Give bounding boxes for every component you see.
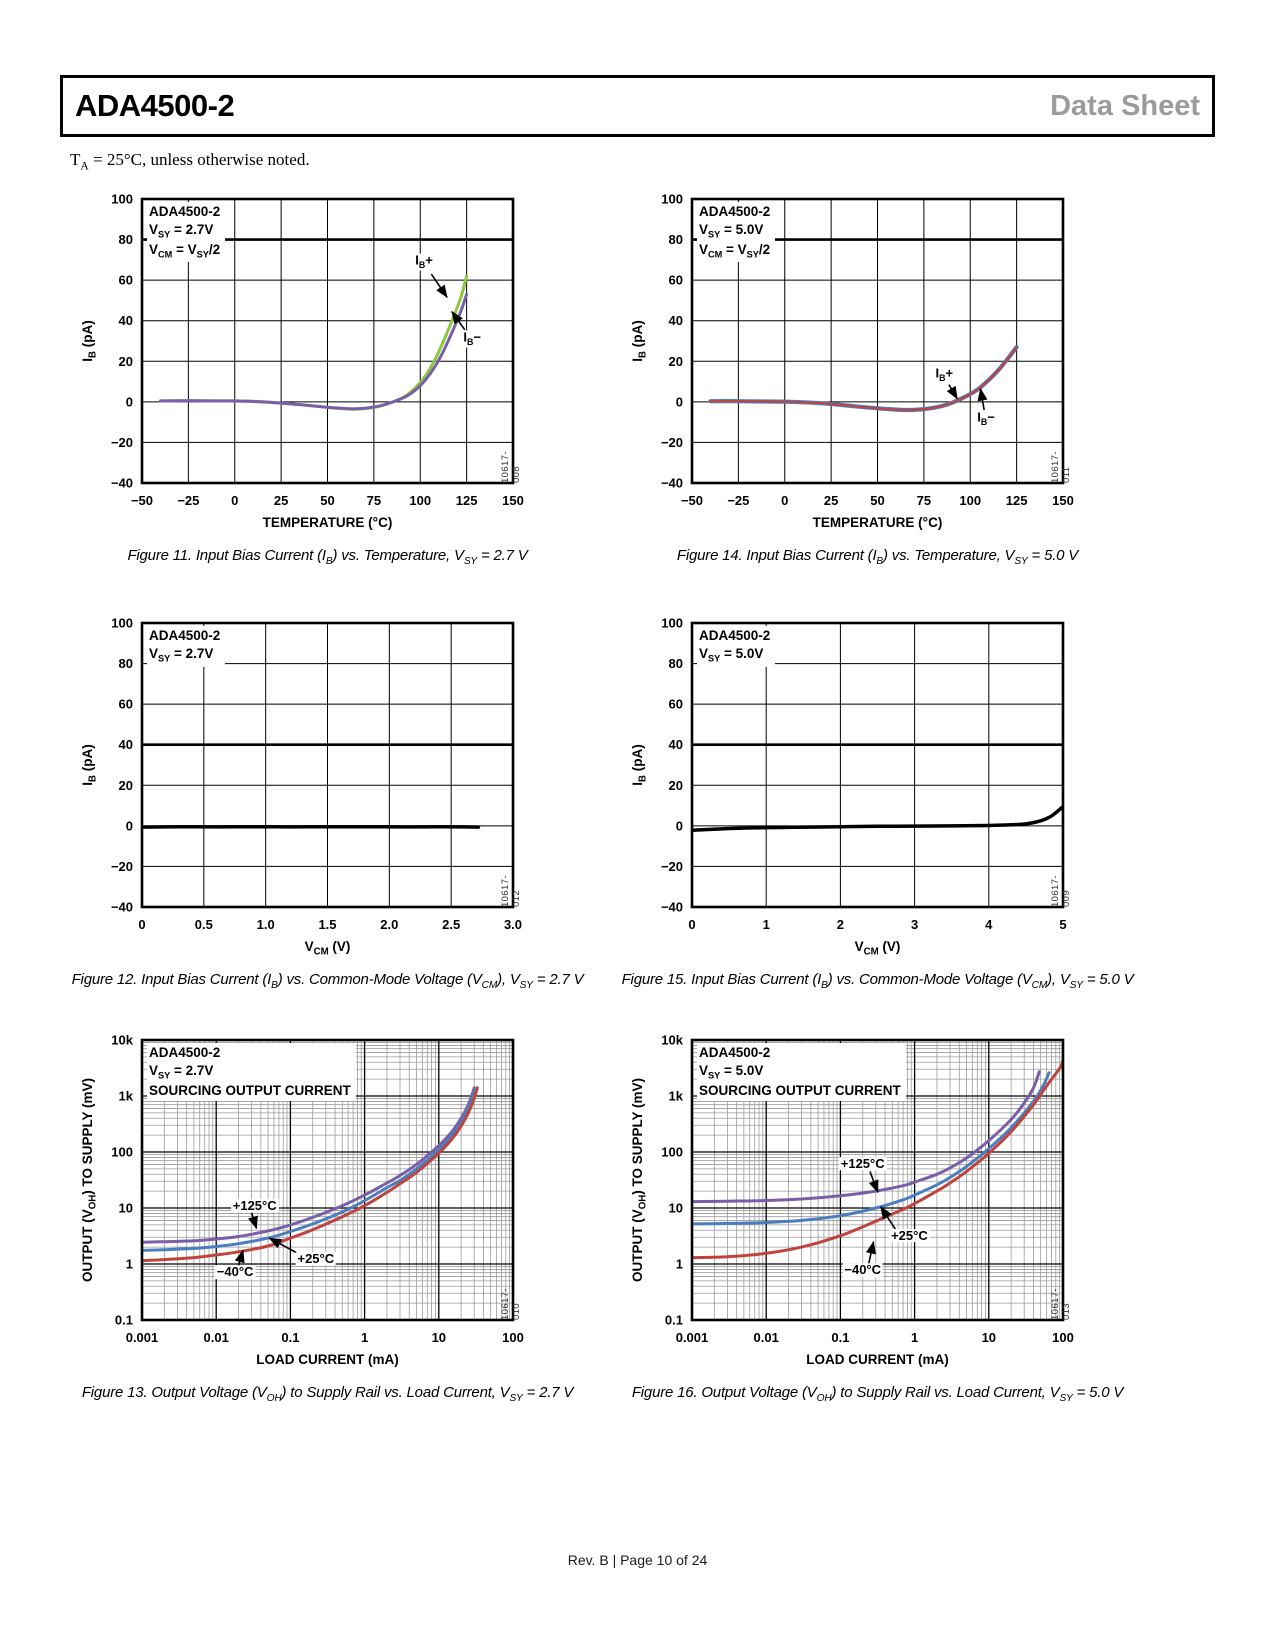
svg-text:0.1: 0.1: [281, 1330, 300, 1345]
svg-text:100: 100: [661, 617, 683, 631]
figure-12-caption: Figure 12. Input Bias Current $(I_B)$ vs. Common-Mode Voltage $(V_{CM})$, $V_{SY} = 2.7$ V: [71, 971, 584, 991]
svg-text:1k: 1k: [668, 1088, 683, 1104]
figure-11-caption: Figure 11. Input Bias Current $(I_B)$ vs. Temperature, $V_{SY} = 2.7$ V: [127, 547, 528, 567]
svg-text:10: 10: [668, 1200, 683, 1216]
figure-11-plot: [70, 193, 528, 545]
svg-text:1.5: 1.5: [318, 917, 337, 932]
svg-text:0.1: 0.1: [114, 1312, 133, 1328]
svg-text:100: 100: [111, 193, 133, 207]
figure-16-inset: ADA4500-2 $V_{SY} = 5.0V$ SOURCING OUTPUT CURRENT: [697, 1043, 906, 1101]
svg-text:2: 2: [836, 917, 845, 932]
figure-14: [605, 193, 1150, 567]
svg-text:2.0: 2.0: [380, 917, 399, 932]
figure-12-plot: [70, 617, 528, 969]
figure-13-inset: ADA4500-2 $V_{SY} = 2.7V$ SOURCING OUTPUT CURRENT: [147, 1043, 356, 1101]
svg-text:−20: −20: [660, 434, 683, 450]
svg-text:0: 0: [125, 394, 133, 410]
svg-text:0: 0: [688, 917, 696, 932]
svg-text:10k: 10k: [661, 1034, 683, 1048]
svg-text:TEMPERATURE (°C): TEMPERATURE (°C): [812, 515, 943, 530]
condition-note: $T_A = 25^\circ C$, unless otherwise noted.: [70, 150, 310, 173]
figure-13-chart: [70, 1034, 528, 1382]
header-box: [60, 75, 1215, 137]
svg-text:IB (pA): $I_B$ (pA): [80, 744, 99, 786]
svg-text:OUTPUT (VOH) TO SUPPLY (mV): OUTPUT $(V_{OH})$ TO SUPPLY (mV): [630, 1077, 649, 1283]
curve-label: $I_B+$: [935, 365, 954, 383]
svg-text:40: 40: [118, 313, 133, 329]
svg-text:3.0: 3.0: [503, 917, 523, 932]
svg-text:0.5: 0.5: [194, 917, 213, 932]
figure-11-inset: ADA4500-2 $V_{SY} = 2.7V$ $V_{CM} = V_{SY}/2$: [147, 202, 225, 262]
svg-text:−25: −25: [727, 493, 750, 508]
svg-text:10: 10: [431, 1330, 447, 1345]
svg-text:80: 80: [118, 232, 133, 248]
svg-text:100: 100: [409, 493, 432, 508]
svg-text:100: 100: [111, 617, 133, 631]
figure-14-inset: ADA4500-2 $V_{SY} = 5.0V$ $V_{CM} = V_{SY}/2$: [697, 202, 775, 262]
svg-text:1: 1: [762, 917, 770, 932]
figure-13: [55, 1034, 600, 1404]
figure-14-code: 10617-011: [1050, 451, 1072, 483]
svg-text:0: 0: [781, 493, 789, 508]
svg-text:60: 60: [118, 272, 133, 288]
svg-text:75: 75: [916, 493, 932, 508]
figure-11-chart: [70, 193, 528, 545]
svg-text:0: 0: [125, 818, 133, 834]
figure-14-caption: Figure 14. Input Bias Current $(I_B)$ vs. Temperature, $V_{SY} = 5.0$ V: [676, 547, 1079, 567]
svg-text:40: 40: [668, 737, 683, 753]
curve-label: +125°C: [232, 1197, 277, 1213]
svg-text:80: 80: [668, 656, 683, 672]
svg-text:10: 10: [118, 1200, 133, 1216]
svg-text:LOAD CURRENT (mA): LOAD CURRENT (mA): [256, 1352, 399, 1367]
figure-16-caption: Figure 16. Output Voltage $(V_{OH})$ to Supply Rail vs. Load Current, $V_{SY} = 5.0$ V: [631, 1384, 1124, 1404]
svg-text:1.0: 1.0: [256, 917, 275, 932]
curve-label: $I_B-$: [463, 329, 481, 348]
figure-11-code: 10617-008: [500, 451, 522, 483]
svg-text:−25: −25: [177, 493, 200, 508]
svg-text:−20: −20: [110, 434, 133, 450]
figure-15: [605, 617, 1150, 991]
curve-label: +125°C: [840, 1155, 885, 1171]
svg-text:−40: −40: [660, 475, 683, 491]
figure-15-inset: ADA4500-2 $V_{SY} = 5.0V$: [697, 626, 775, 667]
svg-text:1: 1: [675, 1256, 683, 1272]
svg-text:80: 80: [118, 656, 133, 672]
svg-text:20: 20: [118, 777, 133, 793]
figure-12-code: 10617-012: [500, 875, 522, 907]
svg-text:100: 100: [959, 493, 982, 508]
doc-type-label: Data Sheet: [1050, 89, 1200, 122]
figure-12-inset: ADA4500-2 $V_{SY} = 2.7V$: [147, 626, 225, 667]
curve-label: −40°C: [216, 1264, 254, 1280]
footer-text: Rev. B | Page 10 of 24: [567, 1552, 708, 1568]
svg-text:100: 100: [661, 193, 683, 207]
figure-13-code: 10617-010: [500, 1288, 522, 1320]
svg-text:100: 100: [1052, 1330, 1074, 1345]
svg-text:0: 0: [675, 818, 683, 834]
curve-label: −40°C: [844, 1262, 882, 1278]
svg-text:0: 0: [231, 493, 239, 508]
figure-13-caption: Figure 13. Output Voltage $(V_{OH})$ to Supply Rail vs. Load Current, $V_{SY} = 2.7$ V: [81, 1384, 574, 1404]
svg-text:80: 80: [668, 232, 683, 248]
figure-14-chart: [620, 193, 1078, 545]
svg-text:IB (pA): $I_B$ (pA): [630, 320, 649, 362]
svg-text:20: 20: [668, 353, 683, 369]
svg-text:−20: −20: [660, 858, 683, 874]
figure-11: [55, 193, 600, 567]
figure-15-code: 10617-009: [1050, 875, 1072, 907]
curve-label: +25°C: [891, 1227, 928, 1243]
figure-16-plot: [620, 1034, 1078, 1382]
svg-text:TEMPERATURE (°C): TEMPERATURE (°C): [262, 515, 393, 530]
svg-text:25: 25: [273, 493, 289, 508]
svg-text:1: 1: [125, 1256, 133, 1272]
svg-text:60: 60: [668, 696, 683, 712]
svg-text:50: 50: [870, 493, 885, 508]
svg-text:40: 40: [118, 737, 133, 753]
svg-text:VCM (V): $V_{CM}$ (V): [304, 939, 351, 958]
svg-text:100: 100: [661, 1144, 683, 1160]
svg-text:−50: −50: [130, 493, 154, 508]
curve-label: $I_B-$: [977, 409, 995, 428]
svg-text:IB (pA): $I_B$ (pA): [630, 744, 649, 786]
svg-text:0.1: 0.1: [831, 1330, 850, 1345]
svg-text:1: 1: [360, 1330, 369, 1345]
svg-text:125: 125: [455, 493, 478, 508]
svg-text:2.5: 2.5: [442, 917, 461, 932]
svg-text:0.01: 0.01: [203, 1330, 229, 1345]
svg-text:OUTPUT (VOH) TO SUPPLY (mV): OUTPUT $(V_{OH})$ TO SUPPLY (mV): [80, 1077, 99, 1283]
figure-13-plot: [70, 1034, 528, 1382]
svg-text:4: 4: [985, 917, 993, 932]
curve-label: $I_B+$: [415, 252, 433, 271]
figure-15-caption: Figure 15. Input Bias Current $(I_B)$ vs. Common-Mode Voltage $(V_{CM})$, $V_{SY} = 5.0$ V: [621, 971, 1134, 991]
svg-text:125: 125: [1005, 493, 1028, 508]
svg-text:0: 0: [138, 917, 146, 932]
svg-text:−40: −40: [660, 899, 683, 915]
svg-text:3: 3: [910, 917, 919, 932]
figure-14-plot: [620, 193, 1078, 545]
figure-15-plot: [620, 617, 1078, 969]
svg-text:−50: −50: [680, 493, 704, 508]
svg-text:100: 100: [502, 1330, 524, 1345]
svg-text:1k: 1k: [118, 1088, 133, 1104]
svg-text:0.001: 0.001: [125, 1330, 159, 1345]
svg-text:20: 20: [668, 777, 683, 793]
svg-text:25: 25: [823, 493, 839, 508]
svg-text:VCM (V): $V_{CM}$ (V): [854, 939, 901, 958]
svg-text:60: 60: [118, 696, 133, 712]
figure-12-chart: [70, 617, 528, 969]
svg-text:0.1: 0.1: [664, 1312, 683, 1328]
svg-text:40: 40: [668, 313, 683, 329]
svg-text:0: 0: [675, 394, 683, 410]
svg-text:20: 20: [118, 353, 133, 369]
svg-text:50: 50: [320, 493, 335, 508]
svg-text:75: 75: [366, 493, 382, 508]
svg-text:1: 1: [910, 1330, 919, 1345]
figure-16-chart: [620, 1034, 1078, 1382]
figure-12: [55, 617, 600, 991]
svg-text:−20: −20: [110, 858, 133, 874]
svg-text:LOAD CURRENT (mA): LOAD CURRENT (mA): [806, 1352, 949, 1367]
svg-text:100: 100: [111, 1144, 133, 1160]
curve-label: +25°C: [297, 1250, 335, 1266]
svg-text:60: 60: [668, 272, 683, 288]
svg-text:150: 150: [502, 493, 524, 508]
svg-text:150: 150: [1052, 493, 1074, 508]
figure-15-chart: [620, 617, 1078, 969]
svg-text:−40: −40: [110, 899, 133, 915]
figure-16: [605, 1034, 1150, 1404]
svg-text:0.01: 0.01: [753, 1330, 779, 1345]
svg-text:10k: 10k: [111, 1034, 133, 1048]
svg-text:5: 5: [1059, 917, 1067, 932]
svg-text:10: 10: [981, 1330, 997, 1345]
product-title: ADA4500-2: [75, 88, 235, 123]
svg-text:0.001: 0.001: [675, 1330, 709, 1345]
figure-16-code: 10617-013: [1050, 1288, 1072, 1320]
svg-text:IB (pA): $I_B$ (pA): [80, 320, 99, 362]
svg-text:−40: −40: [110, 475, 133, 491]
